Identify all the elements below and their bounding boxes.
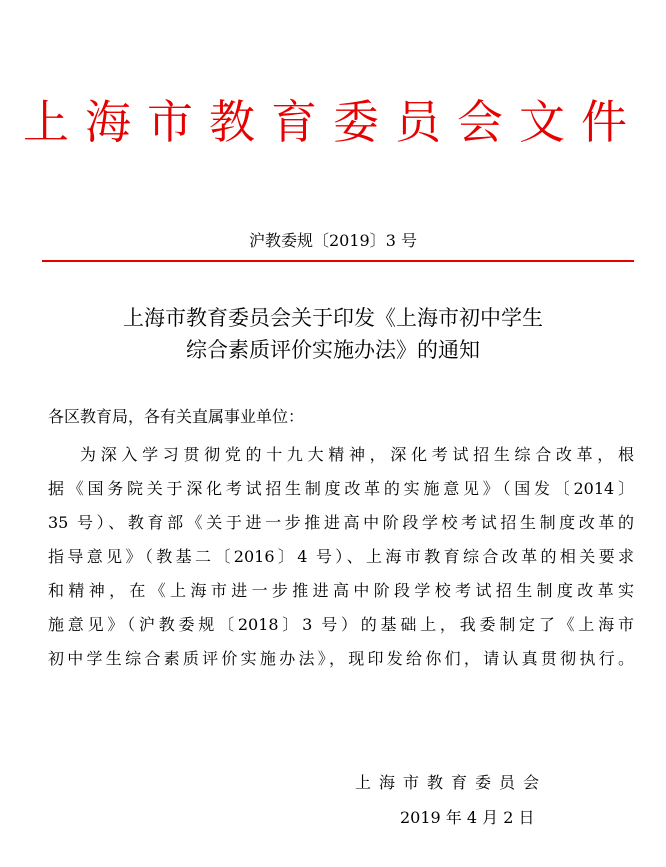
header-divider xyxy=(42,260,634,262)
body-line: 据《国务院关于深化考试招生制度改革的实施意见》（国发〔2014〕 xyxy=(48,479,634,498)
body-line: 35 号）、教育部《关于进一步推进高中阶段学校考试招生制度改革的 xyxy=(48,513,634,532)
document-number: 沪教委规〔2019〕3 号 xyxy=(249,231,417,250)
document-header-title: 上海市教育委员会文件 xyxy=(23,95,643,149)
notice-title-line-2: 综合素质评价实施办法》的通知 xyxy=(186,338,480,362)
body-line: 初中学生综合素质评价实施办法》，现印发给你们，请认真贯彻执行。 xyxy=(48,649,634,668)
body-line: 和精神，在《上海市进一步推进高中阶段学校考试招生制度改革实 xyxy=(48,581,634,600)
notice-title xyxy=(0,302,666,366)
signature-date: 2019 年 4 月 2 日 xyxy=(400,808,535,827)
body-line: 施意见》（沪教委规〔2018〕3 号）的基础上，我委制定了《上海市 xyxy=(48,615,634,634)
body-line: 为深入学习贯彻党的十九大精神，深化考试招生综合改革，根 xyxy=(80,445,634,464)
body-line: 指导意见》（教基二〔2016〕4 号）、上海市教育综合改革的相关要求 xyxy=(48,547,634,566)
salutation: 各区教育局，各有关直属事业单位： xyxy=(48,407,305,426)
signature-organization: 上海市教育委员会 xyxy=(355,773,548,792)
notice-title-line-1: 上海市教育委员会关于印发《上海市初中学生 xyxy=(123,306,543,330)
body-paragraph xyxy=(48,438,634,676)
